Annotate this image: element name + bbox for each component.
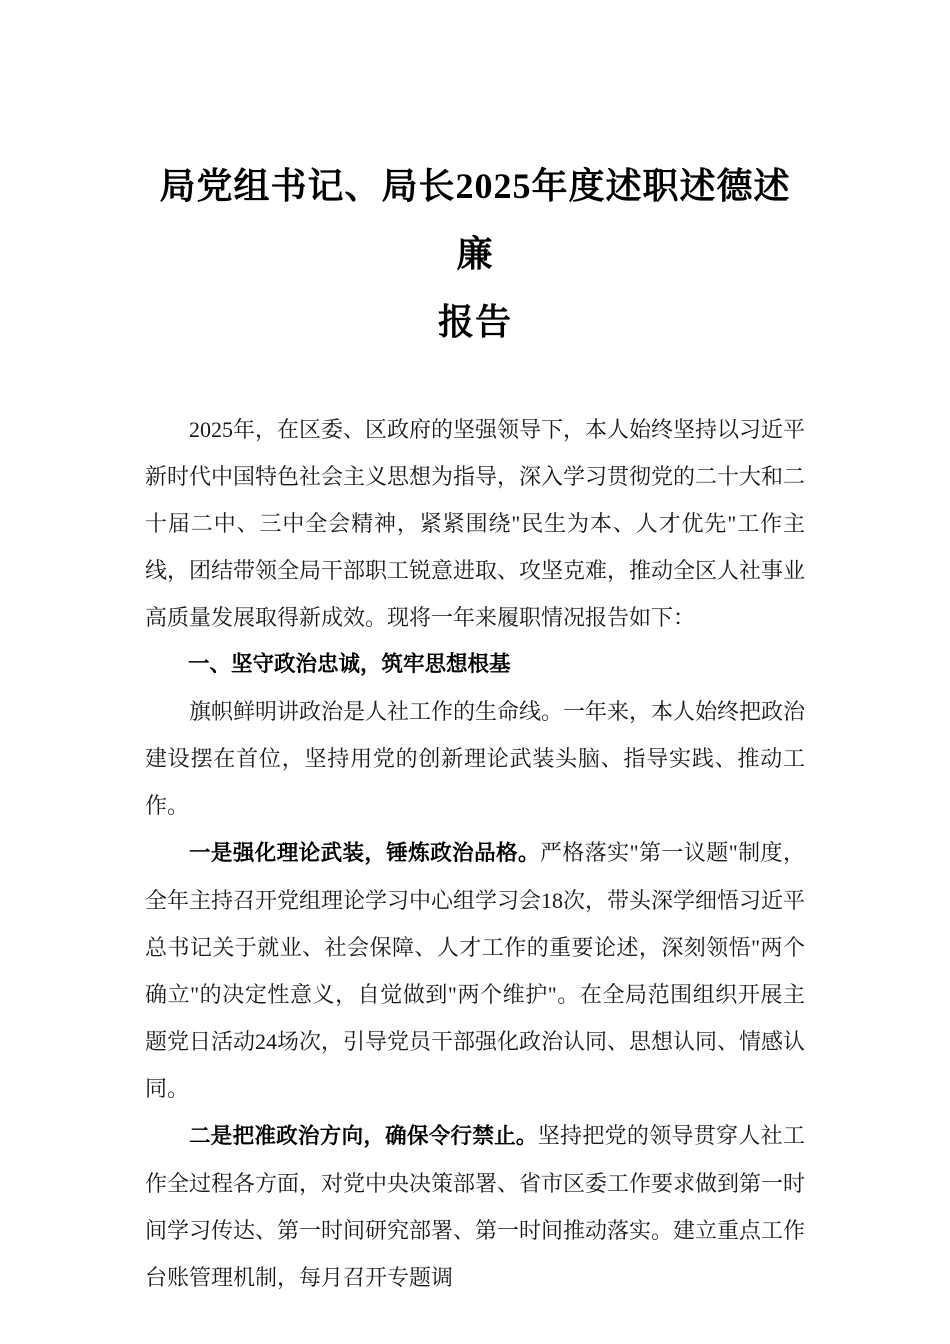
document-body <box>145 406 805 1301</box>
paragraph-point-2 <box>145 1112 805 1301</box>
section-heading-1 <box>145 641 805 688</box>
paragraph-point-2-text: 坚持把党的领导贯穿人社工作全过程各方面，对党中央决策部署、省市区委工作要求做到第一时间学习传达、第一时间研究部署、第一时间推动落实。建立重点工作台账管理机制，每月召开专题调 <box>145 1123 806 1290</box>
paragraph-point-1 <box>145 829 805 1112</box>
section-heading-1-text: 一、坚守政治忠诚，筑牢思想根基 <box>188 652 511 676</box>
paragraph-intro-text: 2025年，在区委、区政府的坚强领导下，本人始终坚持以习近平新时代中国特色社会主义思想为指导，深入学习贯彻党的二十大和二十届二中、三中全会精神，紧紧围绕"民生为本、人才优先"工作主线，团结带领全局干部职工锐意进取、攻坚克难，推动全区人社事业高质量发展取得新成效。现将一年来履职情况报告如下： <box>145 417 806 630</box>
paragraph-section1-intro <box>145 688 805 829</box>
document-title <box>145 152 805 356</box>
document-title-line-2: 报告 <box>437 302 512 342</box>
paragraph-point-1-lead: 一是强化理论武装，锤炼政治品格。 <box>189 841 540 865</box>
document-title-line-1: 局党组书记、局长2025年度述职述德述廉 <box>159 166 791 274</box>
paragraph-section1-intro-text: 旗帜鲜明讲政治是人社工作的生命线。一年来，本人始终把政治建设摆在首位，坚持用党的创新理论武装头脑、指导实践、推动工作。 <box>145 699 806 818</box>
paragraph-point-2-lead: 二是把准政治方向，确保令行禁止。 <box>189 1124 538 1148</box>
paragraph-point-1-text: 严格落实"第一议题"制度，全年主持召开党组理论学习中心组学习会18次，带头深学细悟习近平总书记关于就业、社会保障、人才工作的重要论述，深刻领悟"两个确立"的决定性意义，自觉做到"两个维护"。在全局范围组织开展主题党日活动24场次，引导党员干部强化政治认同、思想认同、情感认同。 <box>145 840 806 1101</box>
paragraph-intro <box>145 406 805 641</box>
